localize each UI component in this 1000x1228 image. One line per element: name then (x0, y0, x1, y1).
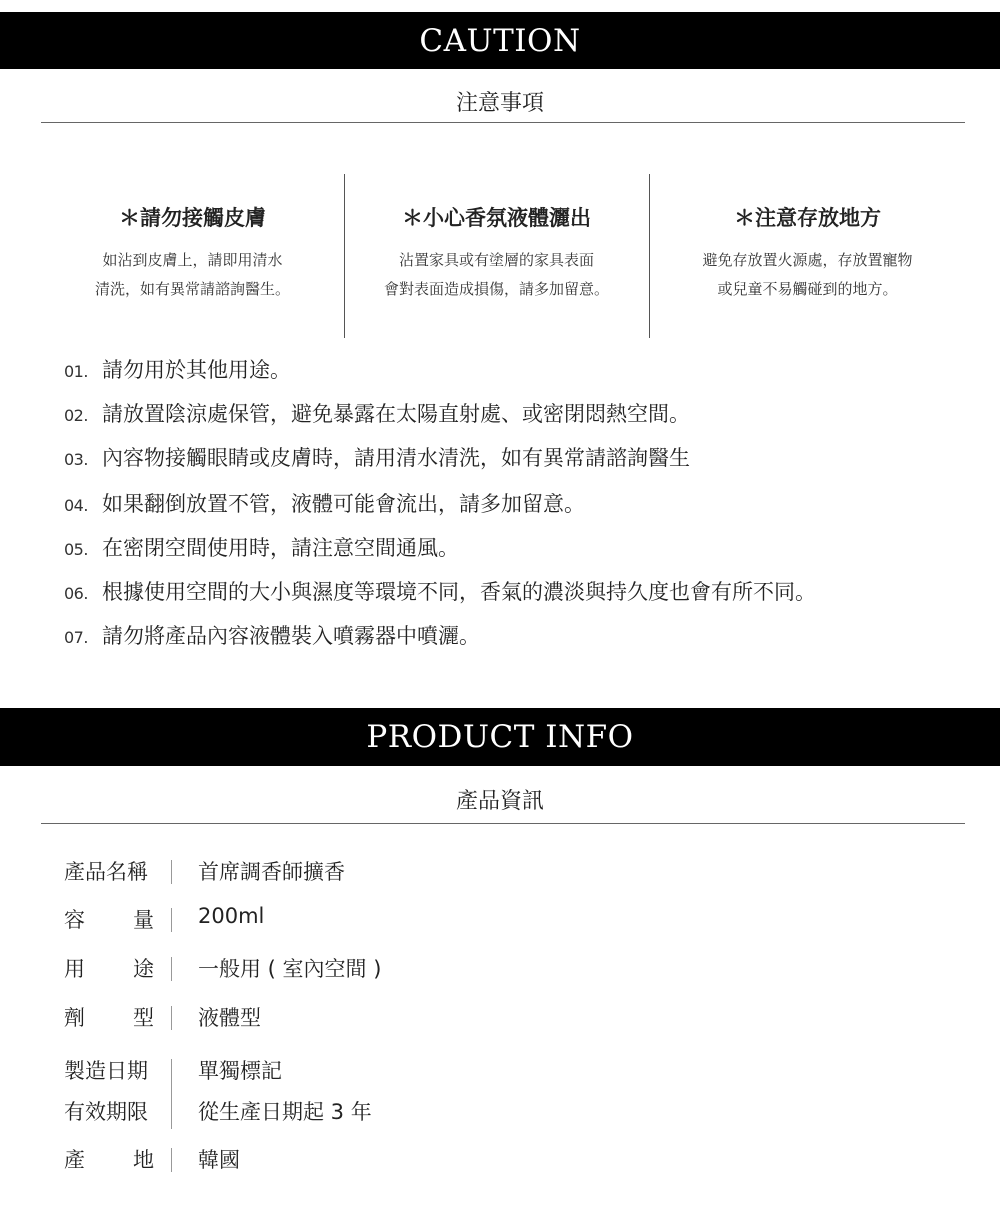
row-separator (171, 1148, 172, 1172)
note-text: 在密閉空間使用時，請注意空間通風。 (102, 536, 459, 560)
tip-line: 避免存放置火源處，存放置寵物 (702, 251, 913, 269)
row-value: 韓國 (198, 1148, 240, 1172)
note-text: 根據使用空間的大小與濕度等環境不同，香氣的濃淡與持久度也會有所不同。 (102, 580, 816, 604)
row-label: 產品名稱 (64, 860, 148, 884)
tip-spill (345, 174, 648, 338)
tip-body (41, 246, 344, 304)
tip-title: ＊注意存放地方 (734, 206, 881, 230)
note-text: 請放置陰涼處保管，避免暴露在太陽直射處、或密閉悶熱空間。 (102, 402, 690, 426)
tip-body (345, 246, 648, 304)
list-item (64, 398, 690, 428)
row-value: 200ml (198, 904, 265, 928)
tip-line: 沾置家具或有塗層的家具表面 (398, 251, 594, 269)
note-number: 02. (64, 406, 88, 425)
note-number: 04. (64, 496, 88, 515)
product-info-divider (41, 823, 965, 824)
row-value: 從生產日期起 3 年 (198, 1100, 372, 1124)
row-value: 單獨標記 (198, 1059, 282, 1083)
row-label: 劑 型 (64, 1006, 154, 1030)
row-separator (171, 1006, 172, 1030)
row-value: 首席調香師擴香 (198, 860, 345, 884)
note-text: 請勿用於其他用途。 (102, 358, 291, 382)
list-item (64, 442, 690, 472)
tip-storage (650, 174, 965, 338)
note-number: 07. (64, 628, 88, 647)
row-label: 容 量 (64, 908, 154, 932)
row-separator (171, 957, 172, 981)
row-separator (171, 860, 172, 884)
tip-title: ＊請勿接觸皮膚 (119, 206, 266, 230)
row-value: 液體型 (198, 1006, 261, 1030)
caution-tips (41, 174, 965, 338)
note-text: 如果翻倒放置不管，液體可能會流出，請多加留意。 (102, 492, 585, 516)
list-item (64, 620, 480, 650)
caution-divider (41, 122, 965, 123)
note-number: 05. (64, 540, 88, 559)
caution-subtitle: 注意事項 (455, 91, 544, 116)
caution-header-band (0, 12, 1000, 69)
product-info-subtitle: 產品資訊 (455, 789, 544, 814)
caution-title: CAUTION (419, 22, 581, 59)
note-number: 06. (64, 584, 88, 603)
row-label: 產 地 (64, 1148, 154, 1172)
list-item (64, 532, 459, 562)
row-value: 一般用 ( 室內空間 ) (198, 957, 382, 981)
tip-line: 清洗，如有異常請諮詢醫生。 (94, 280, 290, 298)
list-item (64, 576, 816, 606)
product-info-title: PRODUCT INFO (366, 719, 634, 755)
row-separator (171, 1059, 172, 1129)
note-text: 請勿將產品內容液體裝入噴霧器中噴灑。 (102, 624, 480, 648)
tip-line: 會對表面造成損傷，請多加留意。 (383, 280, 609, 298)
tip-line: 或兒童不易觸碰到的地方。 (717, 280, 898, 298)
list-item (64, 354, 291, 384)
note-text: 內容物接觸眼睛或皮膚時，請用清水清洗，如有異常請諮詢醫生 (102, 446, 690, 470)
row-label: 製造日期 (64, 1059, 148, 1083)
row-label: 有效期限 (64, 1100, 148, 1124)
tip-body (650, 246, 965, 304)
list-item (64, 488, 585, 518)
note-number: 03. (64, 450, 88, 469)
product-info-header-band (0, 708, 1000, 766)
tip-skin-contact (41, 174, 344, 338)
note-number: 01. (64, 362, 88, 381)
tip-line: 如沾到皮膚上，請即用清水 (102, 251, 283, 269)
tip-title: ＊小心香氛液體灑出 (402, 206, 591, 230)
row-separator (171, 908, 172, 932)
row-label: 用 途 (64, 957, 154, 981)
